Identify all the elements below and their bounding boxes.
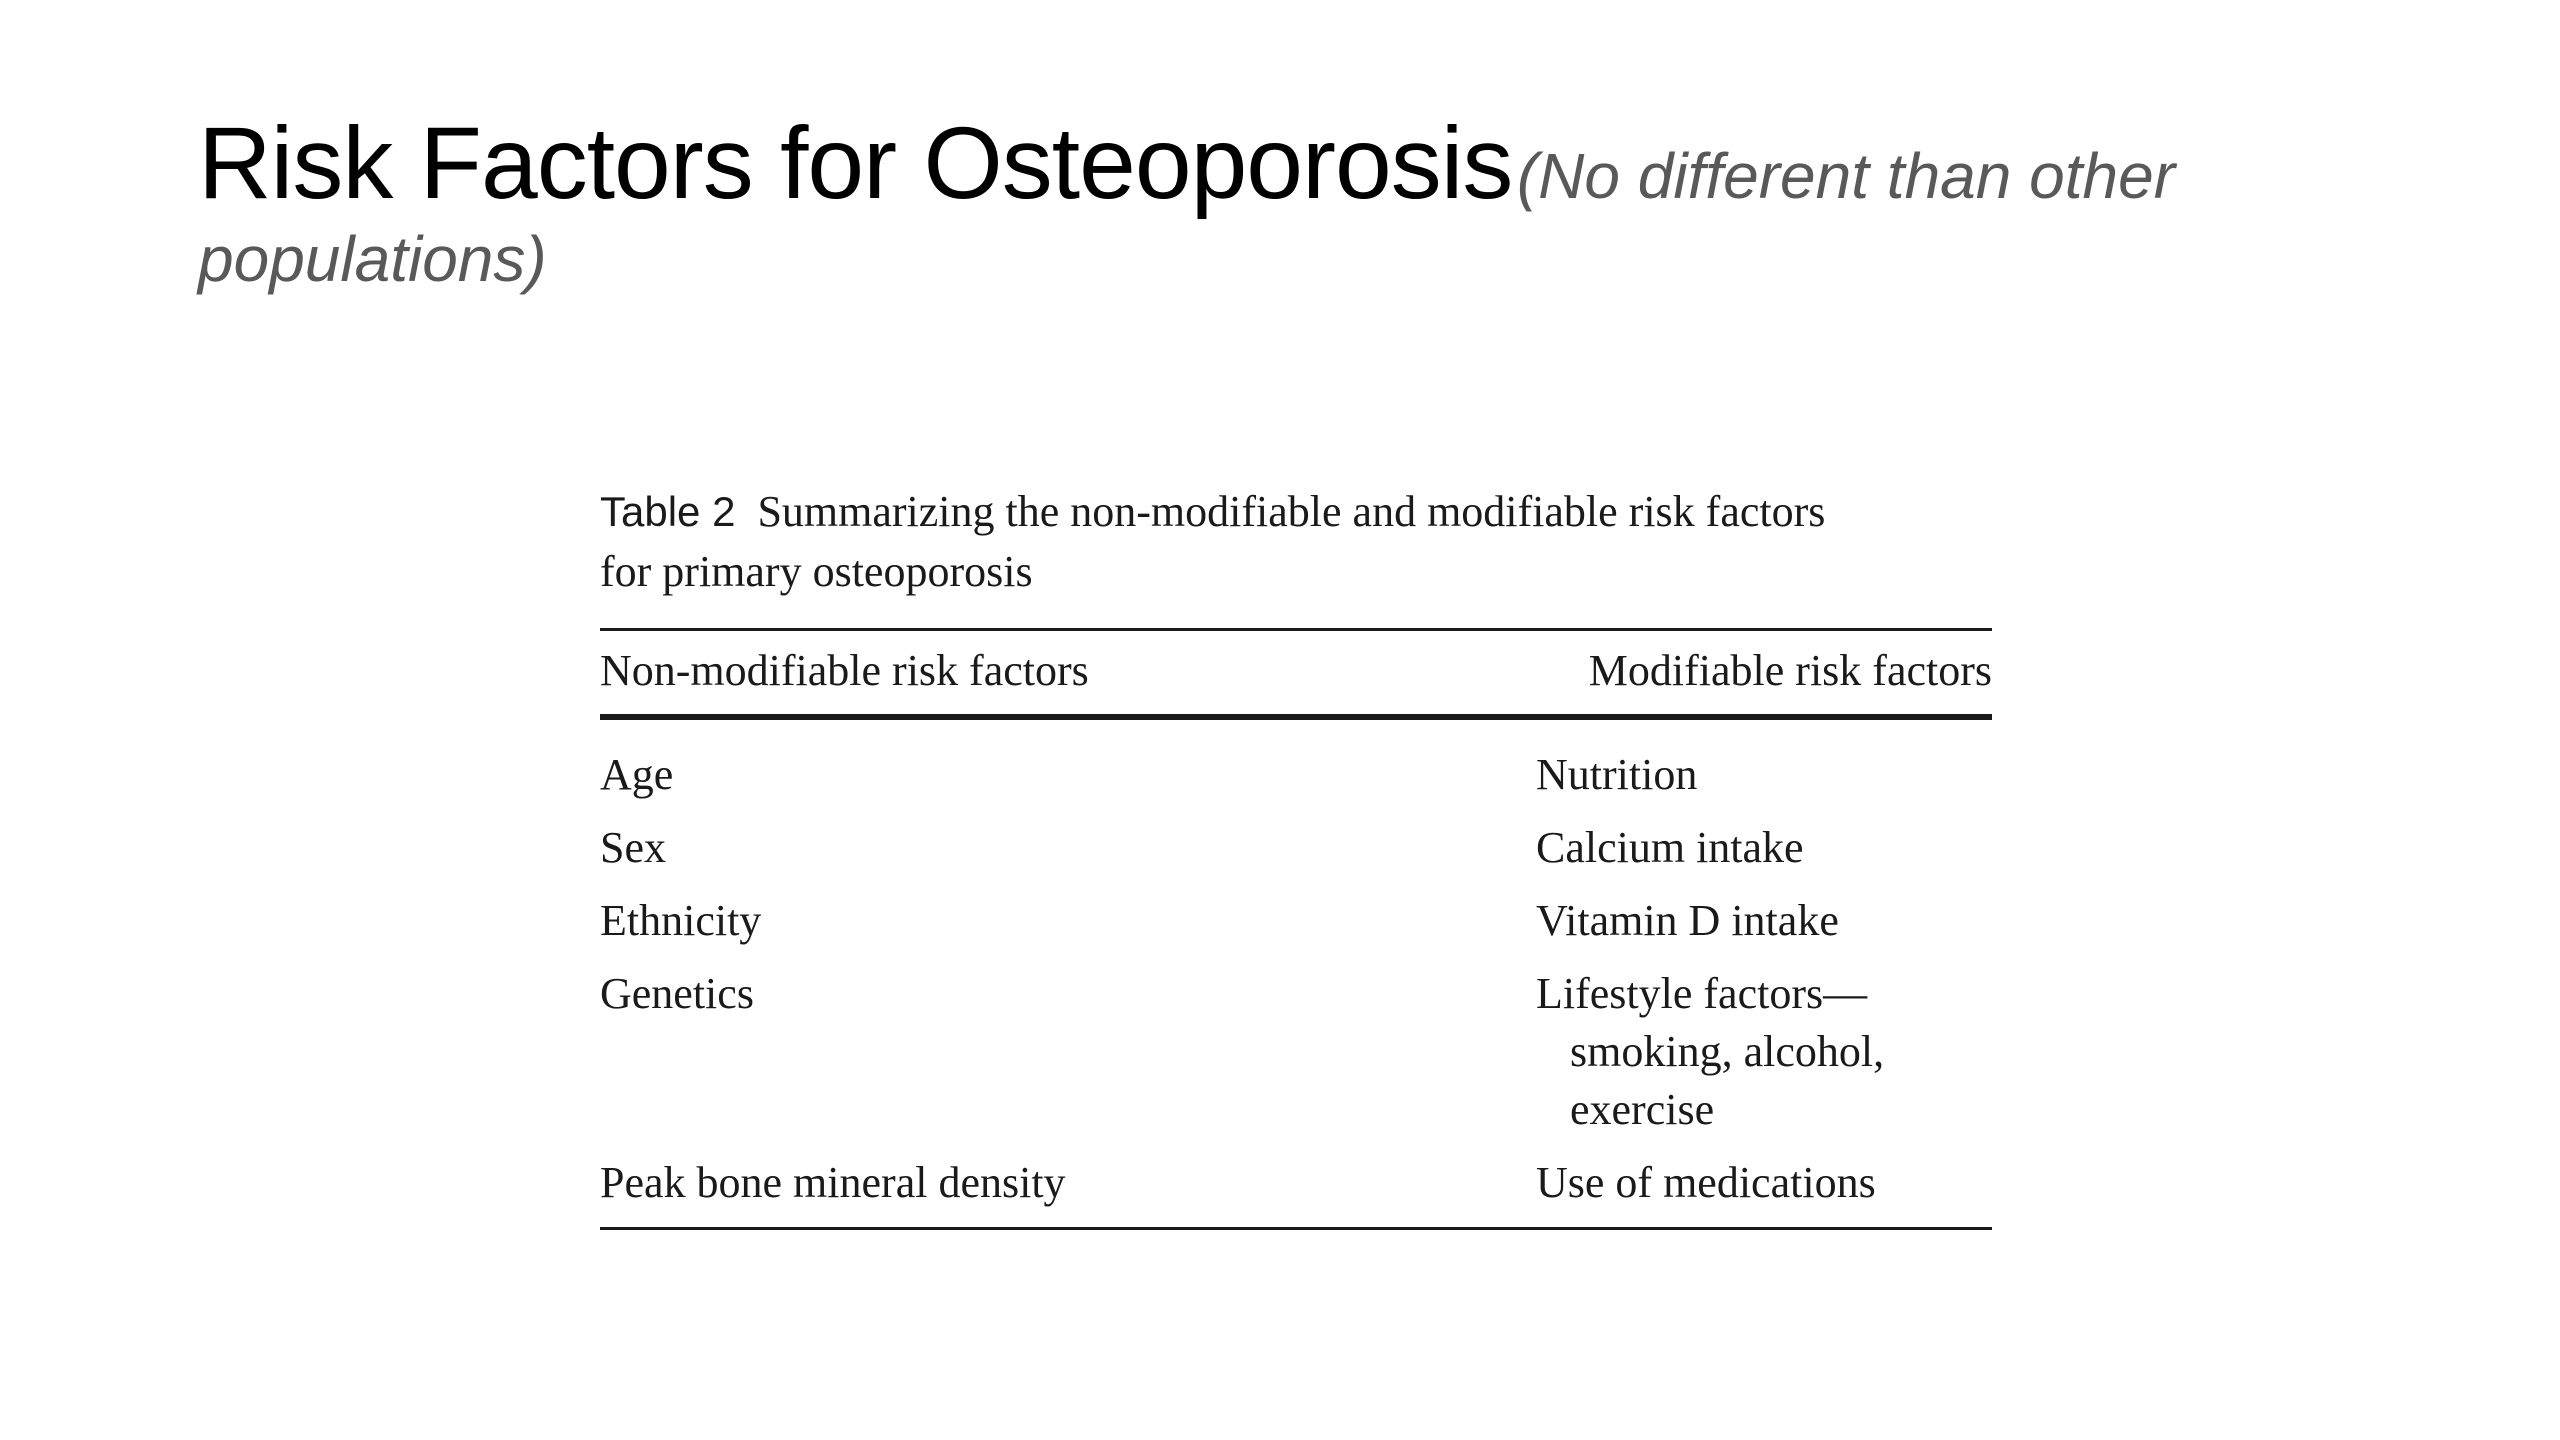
- table-caption-text-line2: for primary osteoporosis: [600, 547, 1033, 596]
- cell-line: Vitamin D intake: [1536, 896, 1839, 945]
- table-caption: [600, 482, 1992, 602]
- cell-non-modifiable: Age: [600, 750, 674, 799]
- cell-non-modifiable: Genetics: [600, 969, 754, 1018]
- table-row: [600, 746, 1992, 804]
- table-row: [600, 965, 1992, 1139]
- cell-non-modifiable: Ethnicity: [600, 896, 762, 945]
- cell-line: Calcium intake: [1536, 823, 1804, 872]
- table-caption-text: Summarizing the non-modifiable and modifiable risk factors: [757, 487, 1826, 536]
- table-row: [600, 819, 1992, 877]
- cell-modifiable: [1536, 892, 1992, 950]
- table-header-rule: [600, 714, 1992, 720]
- slide-subtitle-continued: populations): [198, 223, 547, 295]
- cell-line: Lifestyle factors—: [1536, 969, 1868, 1018]
- cell-line: Use of medications: [1536, 1158, 1876, 1207]
- slide-title-block: [198, 106, 2448, 295]
- cell-non-modifiable: Peak bone mineral density: [600, 1158, 1066, 1207]
- cell-line: exercise: [1570, 1085, 1715, 1134]
- header-modifiable: Modifiable risk factors: [1588, 646, 1992, 695]
- table-row: [600, 1154, 1992, 1212]
- risk-factors-table: [600, 482, 1992, 1230]
- cell-modifiable: [1536, 746, 1992, 804]
- cell-non-modifiable: Sex: [600, 823, 666, 872]
- table-row: [600, 892, 1992, 950]
- cell-modifiable: [1536, 965, 1992, 1139]
- table-header-row: [600, 631, 1992, 714]
- cell-line: smoking, alcohol,: [1570, 1027, 1885, 1076]
- slide-title: Risk Factors for Osteoporosis: [198, 106, 1513, 220]
- cell-line: Nutrition: [1536, 750, 1698, 799]
- header-non-modifiable: Non-modifiable risk factors: [600, 646, 1089, 695]
- cell-modifiable: [1536, 1154, 1992, 1212]
- table-bottom-rule: [600, 1227, 1992, 1230]
- table-caption-label: Table 2: [600, 488, 736, 535]
- slide-subtitle: (No different than other: [1516, 140, 2175, 212]
- cell-modifiable: [1536, 819, 1992, 877]
